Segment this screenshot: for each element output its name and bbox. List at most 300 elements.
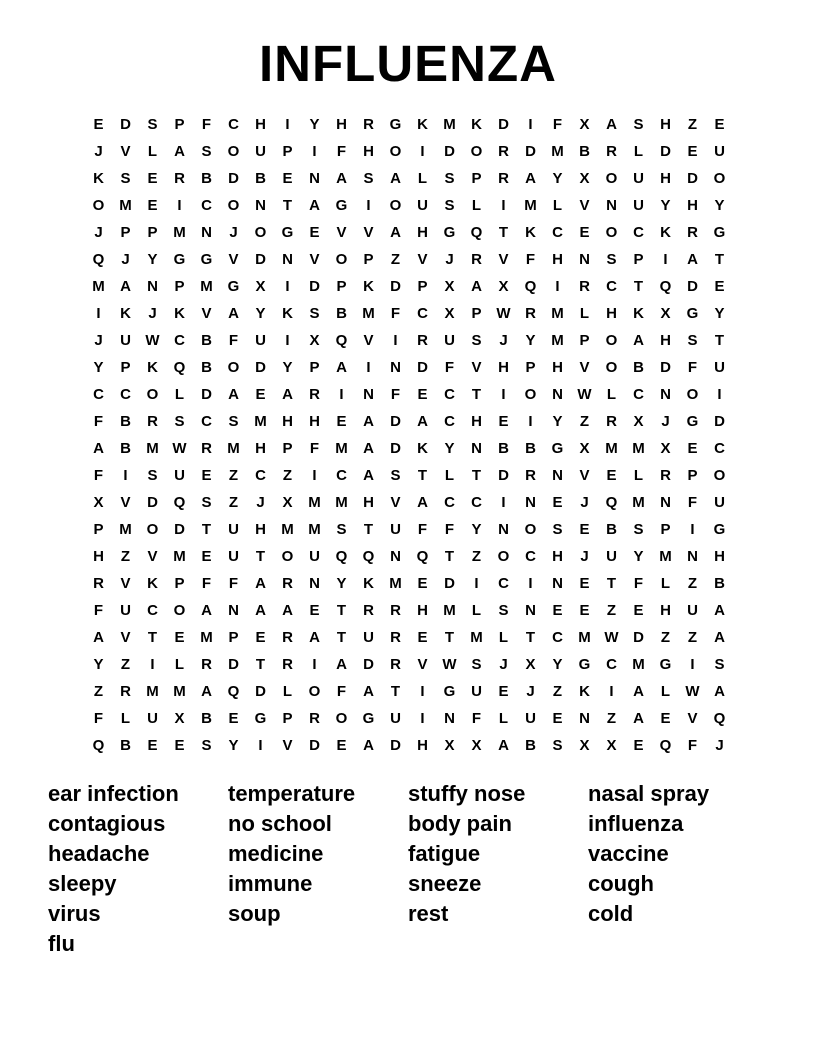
grid-letter: O: [146, 386, 159, 403]
grid-letter: M: [119, 197, 132, 214]
grid-letter: D: [687, 278, 698, 295]
grid-letter: U: [525, 710, 536, 727]
word-list-item: ear infection: [48, 781, 179, 806]
grid-letter: E: [687, 440, 698, 457]
grid-letter: H: [336, 116, 347, 133]
grid-letter: K: [147, 359, 158, 376]
grid-letter: G: [713, 224, 726, 241]
grid-letter: M: [443, 602, 456, 619]
grid-letter: H: [417, 602, 428, 619]
grid-letter: A: [714, 602, 725, 619]
grid-letter: I: [123, 467, 128, 484]
grid-letter: L: [552, 197, 563, 214]
grid-letter: O: [524, 386, 537, 403]
grid-letter: C: [228, 116, 239, 133]
grid-row: [85, 273, 733, 300]
word-list-item: headache: [48, 841, 150, 866]
grid-letter: R: [282, 629, 293, 646]
grid-letter: F: [201, 116, 212, 133]
grid-letter: Z: [390, 251, 401, 268]
grid-letter: Q: [605, 494, 618, 511]
grid-letter: K: [363, 575, 374, 592]
grid-letter: Q: [524, 278, 537, 295]
grid-letter: K: [417, 440, 428, 457]
grid-letter: B: [498, 440, 509, 457]
word-list-item: rest: [408, 901, 449, 926]
grid-letter: E: [228, 710, 239, 727]
grid-letter: H: [93, 548, 104, 565]
grid-letter: M: [632, 494, 645, 511]
grid-letter: S: [552, 521, 563, 538]
word-list-item: influenza: [588, 811, 684, 836]
grid-letter: N: [660, 494, 671, 511]
grid-letter: S: [390, 467, 401, 484]
grid-letter: J: [499, 656, 508, 673]
grid-letter: C: [552, 629, 563, 646]
grid-letter: M: [173, 683, 186, 700]
grid-letter: R: [147, 413, 158, 430]
grid-letter: G: [578, 656, 591, 673]
grid-letter: O: [389, 197, 402, 214]
grid-letter: K: [363, 278, 374, 295]
grid-letter: G: [173, 251, 186, 268]
grid-letter: N: [606, 197, 617, 214]
grid-letter: Y: [471, 521, 482, 538]
grid-letter: T: [147, 629, 158, 646]
grid-letter: W: [604, 629, 619, 646]
grid-letter: M: [551, 143, 564, 160]
grid-letter: M: [605, 440, 618, 457]
grid-letter: G: [200, 251, 213, 268]
grid-letter: F: [93, 413, 104, 430]
grid-letter: N: [282, 251, 293, 268]
grid-letter: T: [255, 548, 266, 565]
word-list-item: sneeze: [408, 871, 482, 896]
grid-letter: I: [528, 116, 533, 133]
grid-letter: A: [93, 440, 104, 457]
grid-row: [85, 327, 733, 354]
grid-letter: C: [444, 494, 455, 511]
grid-letter: H: [660, 332, 671, 349]
grid-letter: H: [417, 224, 428, 241]
grid-row: [85, 111, 733, 138]
grid-letter: Y: [633, 548, 644, 565]
grid-letter: H: [606, 305, 617, 322]
grid-letter: Y: [255, 305, 266, 322]
grid-letter: M: [389, 575, 402, 592]
grid-letter: O: [524, 521, 537, 538]
grid-letter: E: [552, 710, 563, 727]
grid-letter: R: [282, 575, 293, 592]
grid-letter: C: [336, 467, 347, 484]
grid-letter: N: [687, 548, 698, 565]
grid-letter: L: [417, 170, 428, 187]
grid-letter: W: [685, 683, 700, 700]
grid-letter: S: [147, 116, 158, 133]
grid-letter: I: [420, 683, 425, 700]
grid-letter: T: [255, 656, 266, 673]
grid-letter: Y: [309, 116, 320, 133]
grid-letter: H: [687, 197, 698, 214]
grid-letter: M: [551, 332, 564, 349]
grid-letter: P: [525, 359, 536, 376]
grid-letter: U: [147, 710, 158, 727]
grid-letter: Y: [282, 359, 293, 376]
grid-row: [85, 354, 733, 381]
grid-letter: B: [201, 710, 212, 727]
grid-letter: P: [120, 224, 131, 241]
grid-letter: A: [201, 602, 212, 619]
grid-letter: V: [120, 494, 131, 511]
grid-row: [85, 408, 733, 435]
grid-letter: R: [606, 413, 617, 430]
grid-letter: N: [579, 710, 590, 727]
grid-row: [85, 543, 733, 570]
grid-letter: V: [579, 467, 590, 484]
grid-letter: H: [552, 359, 563, 376]
grid-letter: T: [417, 467, 428, 484]
grid-row: [85, 597, 733, 624]
grid-letter: E: [201, 548, 212, 565]
grid-letter: S: [309, 305, 320, 322]
grid-letter: T: [525, 629, 536, 646]
grid-row: [85, 192, 733, 219]
grid-letter: J: [661, 413, 670, 430]
grid-letter: I: [420, 710, 425, 727]
grid-letter: J: [526, 683, 535, 700]
grid-letter: E: [255, 629, 266, 646]
grid-letter: N: [498, 521, 509, 538]
grid-letter: C: [417, 305, 428, 322]
grid-letter: Y: [552, 656, 563, 673]
grid-letter: F: [552, 116, 563, 133]
grid-letter: J: [94, 143, 103, 160]
grid-row: [85, 516, 733, 543]
grid-letter: Q: [335, 548, 348, 565]
grid-letter: M: [470, 629, 483, 646]
grid-letter: S: [120, 170, 131, 187]
grid-letter: N: [390, 548, 401, 565]
grid-letter: D: [390, 440, 401, 457]
grid-letter: E: [147, 737, 158, 754]
grid-letter: G: [362, 710, 375, 727]
grid-letter: U: [174, 467, 185, 484]
grid-letter: D: [498, 116, 509, 133]
grid-letter: T: [471, 386, 482, 403]
grid-letter: B: [201, 170, 212, 187]
grid-letter: O: [227, 359, 240, 376]
grid-letter: D: [390, 413, 401, 430]
grid-letter: B: [525, 737, 536, 754]
grid-letter: Y: [552, 170, 563, 187]
grid-letter: V: [579, 359, 590, 376]
grid-letter: I: [258, 737, 263, 754]
grid-letter: P: [228, 629, 239, 646]
grid-letter: Z: [606, 602, 617, 619]
word-list-item: stuffy nose: [408, 781, 526, 806]
grid-letter: A: [201, 683, 212, 700]
grid-letter: L: [660, 575, 671, 592]
grid-letter: V: [309, 251, 320, 268]
grid-letter: Q: [173, 359, 186, 376]
grid-letter: R: [579, 278, 590, 295]
grid-letter: A: [174, 143, 185, 160]
grid-letter: M: [92, 278, 105, 295]
grid-letter: S: [336, 521, 347, 538]
word-list-item: medicine: [228, 841, 324, 866]
grid-letter: N: [660, 386, 671, 403]
grid-letter: S: [201, 737, 212, 754]
grid-letter: L: [471, 602, 482, 619]
grid-letter: S: [714, 656, 725, 673]
grid-letter: A: [363, 440, 374, 457]
grid-letter: E: [174, 737, 185, 754]
grid-letter: O: [470, 143, 483, 160]
grid-row: [85, 165, 733, 192]
grid-letter: K: [93, 170, 104, 187]
grid-letter: A: [498, 737, 509, 754]
grid-row: [85, 462, 733, 489]
grid-letter: M: [227, 440, 240, 457]
word-list-item: no school: [228, 811, 332, 836]
grid-letter: I: [150, 656, 155, 673]
grid-letter: M: [659, 548, 672, 565]
grid-letter: B: [525, 440, 536, 457]
grid-letter: C: [93, 386, 104, 403]
grid-letter: F: [471, 710, 482, 727]
grid-letter: R: [525, 467, 536, 484]
grid-letter: U: [363, 629, 374, 646]
grid-letter: K: [120, 305, 131, 322]
grid-letter: A: [282, 386, 293, 403]
grid-letter: Z: [606, 710, 617, 727]
grid-letter: P: [93, 521, 104, 538]
grid-letter: E: [714, 116, 725, 133]
grid-letter: G: [713, 521, 726, 538]
grid-letter: E: [201, 467, 212, 484]
grid-letter: E: [147, 197, 158, 214]
grid-letter: D: [201, 386, 212, 403]
grid-letter: G: [659, 656, 672, 673]
grid-letter: R: [498, 143, 509, 160]
grid-letter: N: [525, 602, 536, 619]
grid-letter: X: [444, 278, 455, 295]
grid-letter: A: [336, 656, 347, 673]
grid-letter: P: [579, 332, 590, 349]
grid-letter: Z: [660, 629, 671, 646]
grid-letter: V: [147, 548, 158, 565]
grid-letter: R: [363, 116, 374, 133]
grid-row: [85, 732, 733, 759]
grid-letter: I: [312, 143, 317, 160]
grid-letter: J: [256, 494, 265, 511]
grid-letter: F: [309, 440, 320, 457]
grid-letter: V: [417, 656, 428, 673]
grid-letter: N: [147, 278, 158, 295]
grid-letter: Z: [687, 116, 698, 133]
grid-letter: X: [633, 413, 644, 430]
grid-letter: A: [417, 494, 428, 511]
grid-letter: U: [714, 143, 725, 160]
grid-letter: H: [471, 413, 482, 430]
grid-letter: T: [471, 467, 482, 484]
grid-letter: A: [228, 386, 239, 403]
grid-letter: N: [363, 386, 374, 403]
grid-letter: M: [551, 305, 564, 322]
grid-letter: I: [717, 386, 722, 403]
grid-letter: N: [309, 575, 320, 592]
grid-letter: P: [282, 440, 293, 457]
grid-letter: J: [580, 494, 589, 511]
grid-letter: O: [605, 359, 618, 376]
grid-letter: T: [336, 629, 347, 646]
grid-letter: P: [660, 521, 671, 538]
grid-letter: O: [227, 143, 240, 160]
grid-letter: A: [417, 413, 428, 430]
grid-letter: B: [633, 359, 644, 376]
grid-letter: D: [255, 683, 266, 700]
grid-letter: S: [606, 251, 617, 268]
word-list-item: sleepy: [48, 871, 117, 896]
grid-letter: D: [228, 656, 239, 673]
grid-letter: V: [498, 251, 509, 268]
grid-letter: M: [632, 440, 645, 457]
grid-letter: R: [390, 629, 401, 646]
grid-letter: T: [633, 278, 644, 295]
grid-letter: N: [552, 386, 563, 403]
grid-letter: V: [201, 305, 212, 322]
grid-letter: E: [336, 413, 347, 430]
grid-letter: P: [363, 251, 374, 268]
grid-letter: D: [525, 143, 536, 160]
grid-row: [85, 624, 733, 651]
grid-letter: M: [308, 494, 321, 511]
grid-letter: X: [282, 494, 293, 511]
grid-letter: A: [363, 467, 374, 484]
grid-letter: O: [335, 710, 348, 727]
grid-letter: U: [255, 332, 266, 349]
grid-letter: Q: [713, 710, 726, 727]
grid-letter: R: [417, 332, 428, 349]
letter-grid: [85, 111, 733, 761]
grid-letter: I: [474, 575, 479, 592]
grid-letter: O: [686, 386, 699, 403]
grid-letter: L: [282, 683, 293, 700]
grid-letter: J: [499, 332, 508, 349]
grid-letter: O: [713, 170, 726, 187]
grid-row: [85, 381, 733, 408]
grid-letter: N: [309, 170, 320, 187]
grid-letter: A: [336, 170, 347, 187]
grid-letter: U: [633, 170, 644, 187]
grid-letter: Q: [92, 737, 105, 754]
grid-letter: O: [605, 332, 618, 349]
grid-letter: X: [174, 710, 185, 727]
word-list-item: flu: [48, 931, 75, 956]
grid-letter: F: [444, 359, 455, 376]
word-list-item: fatigue: [408, 841, 481, 866]
grid-letter: X: [498, 278, 509, 295]
grid-letter: M: [173, 224, 186, 241]
grid-letter: D: [228, 170, 239, 187]
grid-letter: S: [633, 521, 644, 538]
grid-letter: Z: [282, 467, 293, 484]
grid-letter: K: [660, 224, 671, 241]
grid-letter: O: [389, 143, 402, 160]
grid-letter: C: [201, 197, 212, 214]
grid-letter: I: [285, 116, 290, 133]
grid-letter: M: [335, 440, 348, 457]
grid-letter: F: [336, 683, 347, 700]
grid-letter: Q: [659, 737, 672, 754]
grid-letter: E: [255, 386, 266, 403]
grid-letter: Q: [92, 251, 105, 268]
grid-letter: X: [444, 305, 455, 322]
grid-letter: Z: [687, 629, 698, 646]
grid-letter: D: [390, 278, 401, 295]
grid-letter: V: [120, 575, 131, 592]
grid-letter: F: [93, 467, 104, 484]
grid-letter: A: [633, 710, 644, 727]
grid-letter: T: [390, 683, 401, 700]
grid-letter: H: [660, 116, 671, 133]
grid-letter: G: [281, 224, 294, 241]
grid-letter: N: [525, 494, 536, 511]
grid-letter: C: [444, 386, 455, 403]
grid-letter: E: [579, 575, 590, 592]
grid-letter: V: [687, 710, 698, 727]
grid-letter: E: [309, 602, 320, 619]
grid-letter: I: [690, 656, 695, 673]
grid-letter: G: [686, 413, 699, 430]
grid-letter: M: [281, 521, 294, 538]
grid-letter: H: [282, 413, 293, 430]
grid-letter: C: [714, 440, 725, 457]
grid-letter: I: [366, 197, 371, 214]
grid-letter: A: [687, 251, 698, 268]
grid-letter: F: [93, 710, 104, 727]
grid-letter: X: [444, 737, 455, 754]
grid-letter: X: [309, 332, 320, 349]
grid-letter: H: [417, 737, 428, 754]
grid-letter: X: [579, 170, 590, 187]
grid-letter: G: [443, 683, 456, 700]
grid-letter: H: [498, 359, 509, 376]
grid-letter: P: [174, 575, 185, 592]
grid-letter: C: [444, 413, 455, 430]
grid-letter: C: [147, 602, 158, 619]
grid-letter: P: [471, 170, 482, 187]
grid-letter: M: [146, 440, 159, 457]
grid-letter: X: [471, 737, 482, 754]
grid-letter: W: [496, 305, 511, 322]
grid-letter: O: [605, 224, 618, 241]
grid-letter: K: [147, 575, 158, 592]
grid-letter: H: [309, 413, 320, 430]
grid-letter: E: [579, 521, 590, 538]
grid-letter: V: [336, 224, 347, 241]
grid-letter: B: [606, 521, 617, 538]
grid-row: [85, 219, 733, 246]
grid-letter: H: [363, 143, 374, 160]
grid-letter: S: [363, 170, 374, 187]
grid-letter: I: [663, 251, 668, 268]
grid-letter: G: [443, 224, 456, 241]
grid-letter: E: [498, 683, 509, 700]
grid-letter: I: [555, 278, 560, 295]
grid-letter: K: [282, 305, 293, 322]
grid-letter: X: [525, 656, 536, 673]
